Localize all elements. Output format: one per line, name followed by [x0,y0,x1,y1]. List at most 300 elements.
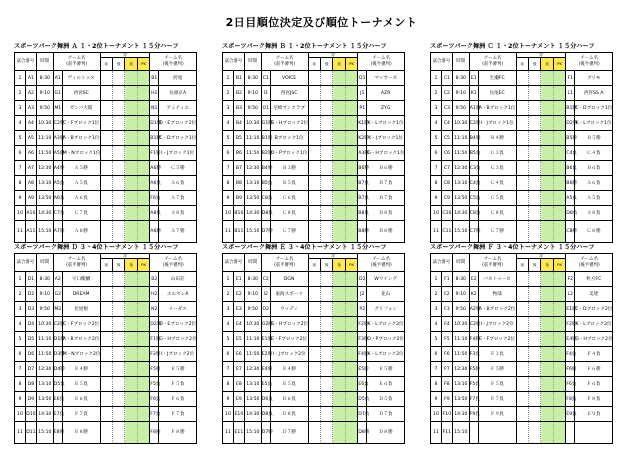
score-box[interactable] [101,101,113,115]
score-box[interactable] [309,377,321,391]
score-box[interactable] [333,407,345,421]
score-box[interactable] [517,206,529,220]
score-cell[interactable] [308,332,358,347]
score-box[interactable] [346,422,357,443]
score-cell[interactable] [516,347,566,362]
score-cell[interactable] [100,422,150,444]
score-box[interactable] [321,422,333,443]
score-box[interactable] [125,161,137,175]
score-box[interactable] [541,191,553,205]
score-box[interactable] [101,362,113,376]
score-cell[interactable] [100,317,150,332]
score-box[interactable] [333,86,345,100]
score-box[interactable] [541,146,553,160]
score-box[interactable] [517,332,529,346]
score-box[interactable] [113,206,125,220]
score-box[interactable] [321,101,333,115]
score-box[interactable] [346,161,357,175]
score-box[interactable] [554,161,565,175]
score-box[interactable] [517,317,529,331]
score-box[interactable] [309,221,321,242]
score-box[interactable] [101,176,113,190]
score-box[interactable] [101,392,113,406]
score-box[interactable] [309,392,321,406]
score-box[interactable] [346,392,357,406]
score-box[interactable] [529,287,541,301]
score-box[interactable] [554,332,565,346]
score-box[interactable] [138,116,149,130]
score-box[interactable] [101,86,113,100]
score-box[interactable] [333,206,345,220]
score-box[interactable] [554,347,565,361]
score-cell[interactable] [308,377,358,392]
score-box[interactable] [554,302,565,316]
score-box[interactable] [138,221,149,242]
score-box[interactable] [333,71,345,85]
score-box[interactable] [113,221,125,242]
score-cell[interactable] [100,161,150,176]
score-box[interactable] [309,206,321,220]
score-box[interactable] [125,191,137,205]
score-box[interactable] [333,392,345,406]
score-cell[interactable] [100,116,150,131]
score-cell[interactable] [100,71,150,86]
score-box[interactable] [554,116,565,130]
score-cell[interactable] [516,392,566,407]
score-box[interactable] [541,116,553,130]
score-box[interactable] [138,332,149,346]
score-box[interactable] [517,221,529,242]
score-box[interactable] [529,86,541,100]
score-box[interactable] [101,131,113,145]
score-cell[interactable] [100,377,150,392]
score-box[interactable] [346,317,357,331]
score-box[interactable] [529,347,541,361]
score-box[interactable] [346,101,357,115]
score-box[interactable] [138,272,149,286]
score-box[interactable] [333,362,345,376]
score-box[interactable] [541,407,553,421]
score-box[interactable] [101,71,113,85]
score-cell[interactable] [308,146,358,161]
score-box[interactable] [309,287,321,301]
score-box[interactable] [554,131,565,145]
score-cell[interactable] [100,176,150,191]
score-box[interactable] [529,392,541,406]
score-cell[interactable] [516,206,566,221]
score-box[interactable] [529,176,541,190]
score-box[interactable] [346,347,357,361]
score-box[interactable] [125,332,137,346]
score-box[interactable] [346,146,357,160]
score-box[interactable] [517,101,529,115]
score-box[interactable] [138,302,149,316]
score-box[interactable] [517,86,529,100]
score-box[interactable] [333,377,345,391]
score-box[interactable] [554,176,565,190]
score-cell[interactable] [308,116,358,131]
score-box[interactable] [529,407,541,421]
score-box[interactable] [517,362,529,376]
score-box[interactable] [309,191,321,205]
score-box[interactable] [309,86,321,100]
score-box[interactable] [541,71,553,85]
score-box[interactable] [113,131,125,145]
score-cell[interactable] [308,422,358,444]
score-cell[interactable] [308,272,358,287]
score-box[interactable] [346,86,357,100]
score-box[interactable] [321,362,333,376]
score-box[interactable] [529,116,541,130]
score-box[interactable] [101,287,113,301]
score-box[interactable] [101,332,113,346]
score-box[interactable] [321,332,333,346]
score-box[interactable] [541,392,553,406]
score-box[interactable] [138,161,149,175]
score-box[interactable] [529,332,541,346]
score-box[interactable] [541,272,553,286]
score-box[interactable] [101,146,113,160]
score-box[interactable] [529,362,541,376]
score-cell[interactable] [516,377,566,392]
score-box[interactable] [346,272,357,286]
score-box[interactable] [541,422,553,443]
score-cell[interactable] [516,86,566,101]
score-cell[interactable] [516,116,566,131]
score-box[interactable] [125,347,137,361]
score-box[interactable] [333,332,345,346]
score-box[interactable] [101,317,113,331]
score-box[interactable] [125,422,137,443]
score-cell[interactable] [516,302,566,317]
score-box[interactable] [113,317,125,331]
score-box[interactable] [101,347,113,361]
score-cell[interactable] [308,221,358,243]
score-box[interactable] [554,191,565,205]
score-cell[interactable] [516,272,566,287]
score-box[interactable] [309,101,321,115]
score-box[interactable] [125,362,137,376]
score-cell[interactable] [100,407,150,422]
score-box[interactable] [517,407,529,421]
score-box[interactable] [113,161,125,175]
score-cell[interactable] [308,131,358,146]
score-box[interactable] [138,422,149,443]
score-box[interactable] [554,392,565,406]
score-box[interactable] [321,191,333,205]
score-box[interactable] [517,116,529,130]
score-cell[interactable] [308,176,358,191]
score-cell[interactable] [516,146,566,161]
score-box[interactable] [113,116,125,130]
score-box[interactable] [113,302,125,316]
score-cell[interactable] [308,302,358,317]
score-box[interactable] [138,347,149,361]
score-box[interactable] [309,362,321,376]
score-cell[interactable] [516,407,566,422]
score-cell[interactable] [516,176,566,191]
score-box[interactable] [346,302,357,316]
score-box[interactable] [138,86,149,100]
score-cell[interactable] [100,302,150,317]
score-box[interactable] [517,347,529,361]
score-cell[interactable] [516,191,566,206]
score-box[interactable] [346,407,357,421]
score-cell[interactable] [516,422,566,444]
score-cell[interactable] [100,272,150,287]
score-box[interactable] [517,422,529,443]
score-cell[interactable] [308,101,358,116]
score-box[interactable] [113,176,125,190]
score-box[interactable] [138,191,149,205]
score-box[interactable] [333,287,345,301]
score-box[interactable] [333,347,345,361]
score-box[interactable] [529,71,541,85]
score-box[interactable] [529,161,541,175]
score-box[interactable] [101,206,113,220]
score-box[interactable] [517,302,529,316]
score-cell[interactable] [100,101,150,116]
score-box[interactable] [138,317,149,331]
score-cell[interactable] [308,317,358,332]
score-box[interactable] [529,146,541,160]
score-box[interactable] [321,176,333,190]
score-box[interactable] [321,221,333,242]
score-box[interactable] [554,221,565,242]
score-box[interactable] [554,422,565,443]
score-box[interactable] [333,302,345,316]
score-box[interactable] [529,422,541,443]
score-box[interactable] [333,176,345,190]
score-box[interactable] [125,221,137,242]
score-box[interactable] [309,146,321,160]
score-box[interactable] [529,377,541,391]
score-box[interactable] [113,407,125,421]
score-box[interactable] [554,146,565,160]
score-box[interactable] [309,116,321,130]
score-box[interactable] [541,317,553,331]
score-box[interactable] [125,377,137,391]
score-box[interactable] [541,131,553,145]
score-box[interactable] [554,206,565,220]
score-box[interactable] [554,287,565,301]
score-box[interactable] [125,86,137,100]
score-box[interactable] [346,362,357,376]
score-box[interactable] [125,287,137,301]
score-box[interactable] [321,206,333,220]
score-box[interactable] [529,302,541,316]
score-box[interactable] [113,347,125,361]
score-box[interactable] [113,101,125,115]
score-cell[interactable] [308,161,358,176]
score-box[interactable] [517,287,529,301]
score-box[interactable] [333,272,345,286]
score-box[interactable] [554,71,565,85]
score-box[interactable] [101,221,113,242]
score-box[interactable] [321,407,333,421]
score-box[interactable] [125,206,137,220]
score-cell[interactable] [308,71,358,86]
score-box[interactable] [101,272,113,286]
score-box[interactable] [554,101,565,115]
score-cell[interactable] [308,347,358,362]
score-box[interactable] [554,86,565,100]
score-box[interactable] [346,332,357,346]
score-box[interactable] [138,146,149,160]
score-box[interactable] [346,131,357,145]
score-box[interactable] [541,101,553,115]
score-cell[interactable] [100,332,150,347]
score-box[interactable] [309,317,321,331]
score-box[interactable] [529,221,541,242]
score-cell[interactable] [100,221,150,243]
score-box[interactable] [541,347,553,361]
score-box[interactable] [138,131,149,145]
score-box[interactable] [138,71,149,85]
score-box[interactable] [321,71,333,85]
score-box[interactable] [113,272,125,286]
score-cell[interactable] [516,317,566,332]
score-box[interactable] [529,101,541,115]
score-box[interactable] [554,362,565,376]
score-box[interactable] [321,131,333,145]
score-box[interactable] [333,146,345,160]
score-cell[interactable] [100,287,150,302]
score-box[interactable] [138,101,149,115]
score-box[interactable] [333,131,345,145]
score-cell[interactable] [516,131,566,146]
score-box[interactable] [309,422,321,443]
score-box[interactable] [541,221,553,242]
score-cell[interactable] [516,332,566,347]
score-box[interactable] [541,302,553,316]
score-box[interactable] [113,422,125,443]
score-box[interactable] [113,332,125,346]
score-box[interactable] [517,161,529,175]
score-box[interactable] [125,101,137,115]
score-box[interactable] [541,287,553,301]
score-box[interactable] [138,362,149,376]
score-box[interactable] [346,287,357,301]
score-box[interactable] [529,272,541,286]
score-box[interactable] [113,287,125,301]
score-box[interactable] [125,302,137,316]
score-box[interactable] [101,377,113,391]
score-box[interactable] [529,317,541,331]
score-box[interactable] [101,407,113,421]
score-box[interactable] [541,86,553,100]
score-box[interactable] [101,191,113,205]
score-box[interactable] [346,206,357,220]
score-box[interactable] [333,422,345,443]
score-box[interactable] [321,161,333,175]
score-box[interactable] [309,161,321,175]
score-box[interactable] [101,422,113,443]
score-box[interactable] [138,176,149,190]
score-cell[interactable] [308,287,358,302]
score-cell[interactable] [516,161,566,176]
score-box[interactable] [125,71,137,85]
score-box[interactable] [125,392,137,406]
score-box[interactable] [321,146,333,160]
score-cell[interactable] [308,362,358,377]
score-cell[interactable] [100,146,150,161]
score-box[interactable] [113,377,125,391]
score-box[interactable] [309,176,321,190]
score-box[interactable] [517,272,529,286]
score-cell[interactable] [100,362,150,377]
score-box[interactable] [125,317,137,331]
score-box[interactable] [321,392,333,406]
score-cell[interactable] [308,407,358,422]
score-box[interactable] [138,392,149,406]
score-box[interactable] [517,71,529,85]
score-box[interactable] [125,116,137,130]
score-box[interactable] [113,71,125,85]
score-box[interactable] [321,86,333,100]
score-box[interactable] [101,161,113,175]
score-box[interactable] [333,116,345,130]
score-box[interactable] [309,131,321,145]
score-box[interactable] [125,146,137,160]
score-box[interactable] [125,176,137,190]
score-box[interactable] [346,116,357,130]
score-box[interactable] [321,317,333,331]
score-cell[interactable] [100,131,150,146]
score-cell[interactable] [100,206,150,221]
score-box[interactable] [517,392,529,406]
score-box[interactable] [346,71,357,85]
score-box[interactable] [309,407,321,421]
score-box[interactable] [346,176,357,190]
score-box[interactable] [309,302,321,316]
score-box[interactable] [541,377,553,391]
score-box[interactable] [554,272,565,286]
score-box[interactable] [554,407,565,421]
score-box[interactable] [321,287,333,301]
score-box[interactable] [529,206,541,220]
score-cell[interactable] [516,287,566,302]
score-cell[interactable] [100,347,150,362]
score-box[interactable] [125,272,137,286]
score-box[interactable] [321,272,333,286]
score-box[interactable] [554,317,565,331]
score-box[interactable] [113,392,125,406]
score-box[interactable] [541,206,553,220]
score-box[interactable] [346,377,357,391]
score-box[interactable] [346,191,357,205]
score-box[interactable] [529,191,541,205]
score-cell[interactable] [100,392,150,407]
score-box[interactable] [517,131,529,145]
score-box[interactable] [541,362,553,376]
score-box[interactable] [309,71,321,85]
score-cell[interactable] [100,86,150,101]
score-cell[interactable] [516,101,566,116]
score-cell[interactable] [100,191,150,206]
score-cell[interactable] [308,206,358,221]
score-box[interactable] [138,206,149,220]
score-box[interactable] [333,191,345,205]
score-box[interactable] [333,161,345,175]
score-cell[interactable] [516,221,566,243]
score-box[interactable] [541,176,553,190]
score-box[interactable] [517,176,529,190]
score-box[interactable] [529,131,541,145]
score-cell[interactable] [308,86,358,101]
score-box[interactable] [321,347,333,361]
score-cell[interactable] [516,71,566,86]
